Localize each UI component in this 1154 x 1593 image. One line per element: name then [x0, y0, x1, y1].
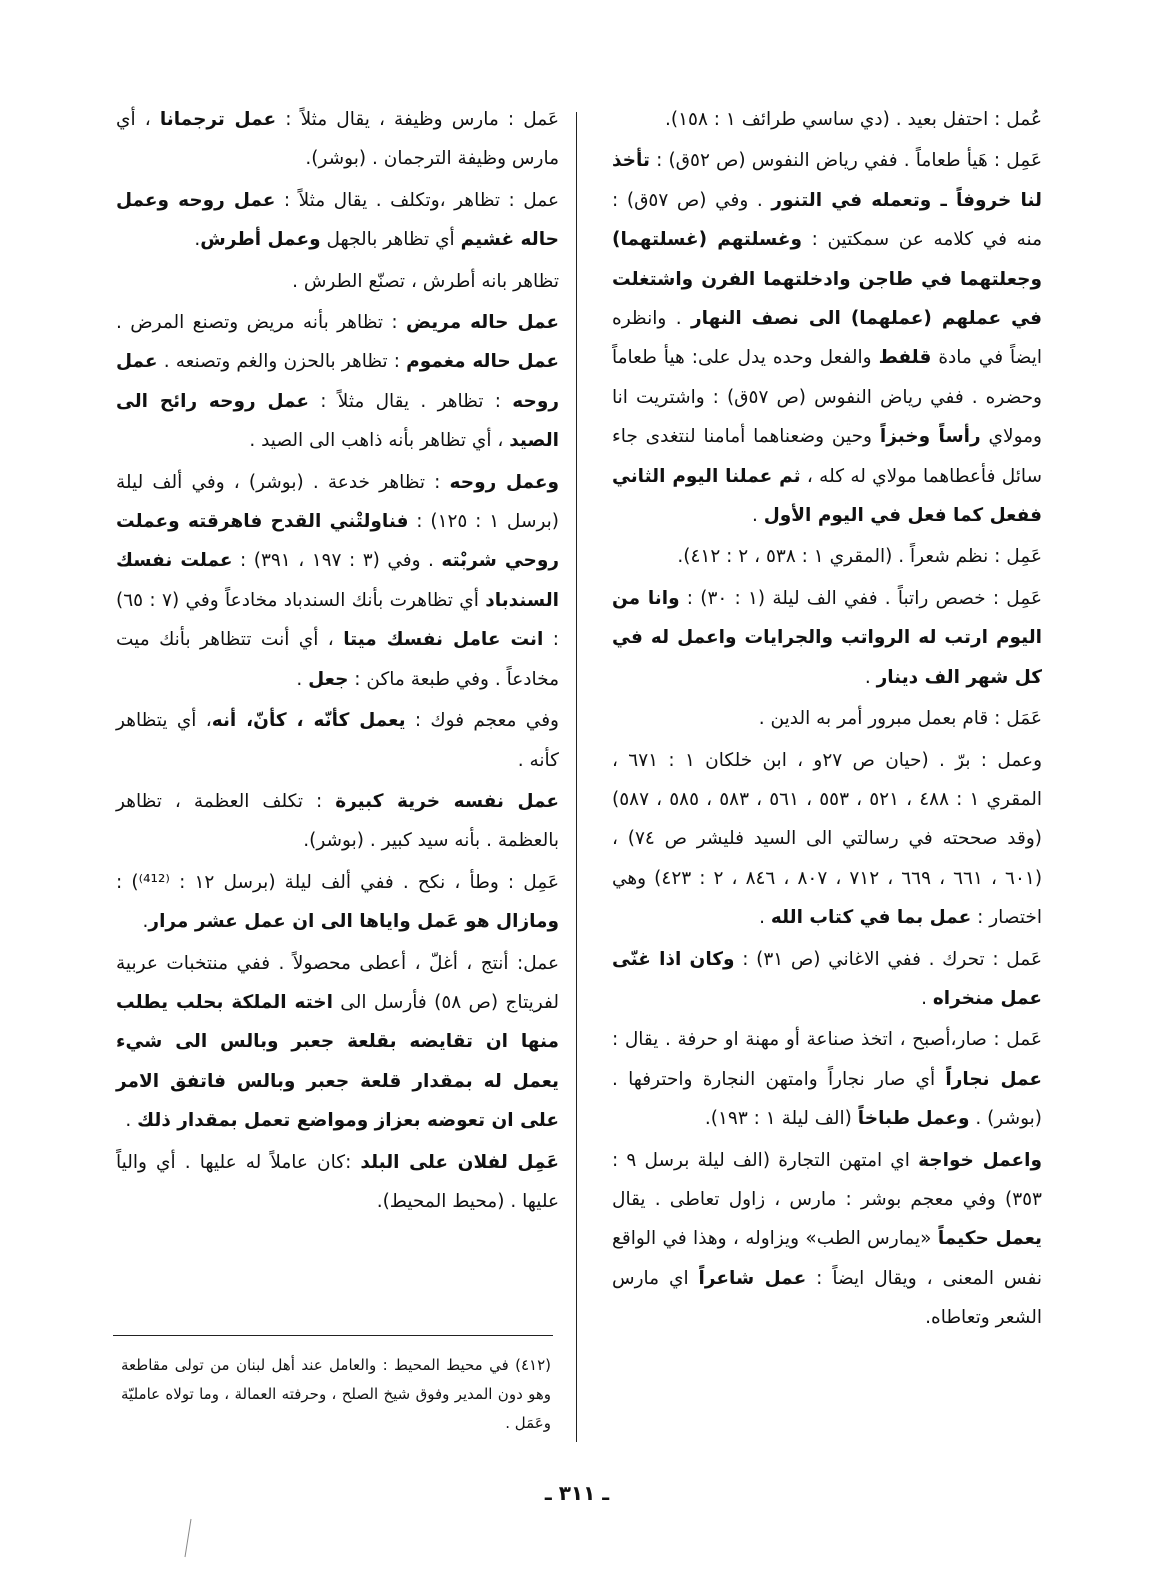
entry-headword: عمل روحه رائح الى الصيد	[116, 390, 559, 452]
entry-headword: عمل نجاراً	[945, 1068, 1042, 1090]
entry-headword: وعمل طباخاً	[857, 1108, 970, 1130]
entry-headword: عمل حاله مريض	[406, 312, 559, 334]
entry-text: اي امتهن التجارة (الف ليلة برسل ٩ : ٣٥٣) وفي معجم بوشر : مارس ، زاول تعاطى . يقال	[612, 1149, 1042, 1210]
entry-text: وفي معجم فوك :	[405, 710, 559, 732]
page-number: ـ ٣١١ ـ	[544, 1481, 610, 1505]
entry-headword: يعمل كأنّه ، كأنّ، أنه	[211, 710, 406, 732]
entry-headword: اخته الملكة بحلب يطلب منها ان تقايضه بقلعة جعبر وبالس الى شيء يعمل له بمقدار قلعة جعبر وبالس فاتفق الامر على ان تعوضه بعزاز ومواضع تعمل بمقدار ذلك	[116, 991, 559, 1132]
entry-text: عَمل : صار،أصبح ، اتخذ صناعة أو مهنة او حرفة . يقال :	[612, 1029, 1042, 1051]
dictionary-entry	[116, 782, 559, 861]
dictionary-entry	[116, 303, 559, 461]
dictionary-entry	[116, 463, 559, 699]
entry-text: «يمارس الطب» ويزاوله ، وهذا في الواقع نفس المعنى ، ويقال ايضاً :	[612, 1228, 1042, 1289]
dictionary-entry	[612, 100, 1042, 139]
dictionary-entry	[612, 1141, 1042, 1338]
entry-text: عمل : تظاهر ،وتكلف . يقال مثلاً :	[275, 189, 559, 211]
entry-text: ، أي تظاهر بأنه ذاهب الى الصيد .	[249, 430, 510, 452]
entry-text: . وفي (ص ٥٧ق) : منه في كلامه عن سمكتين :	[612, 189, 1042, 251]
entry-headword: وعمل روحه	[449, 471, 559, 493]
entry-headword: قلفط	[878, 347, 932, 369]
entry-headword: عمل بما في كتاب الله	[770, 907, 972, 929]
entry-headword: انت عامل نفسك ميتا	[343, 629, 544, 651]
dictionary-entry	[612, 141, 1042, 535]
entry-text: أي صار نجاراً وامتهن النجارة واحترفها . (بوشر) .	[612, 1068, 1042, 1130]
entry-headword: عمل شاعراً	[698, 1267, 807, 1289]
scan-mark	[184, 1518, 192, 1558]
dictionary-entry	[612, 940, 1042, 1019]
entry-text: . وفي (٣ : ١٩٧ ، ٣٩١) :	[232, 550, 442, 572]
entry-headword: عمل ترجمانا	[159, 109, 277, 130]
entry-text: (الف ليلة ١ : ١٩٣).	[704, 1108, 858, 1130]
entry-text: أي تظاهر بالجهل	[320, 229, 461, 251]
footnote: (٤١٢) في محيط المحيط : والعامل عند أهل لبنان من تولى مقاطعة وهو دون المدير وفوق شيخ الصلح ، وحرفته العمالة ، وما تولاه عامليّة وعَمَل .	[121, 1356, 551, 1432]
entry-text: .	[296, 668, 309, 690]
entry-headword: يعمل حكيماً	[937, 1228, 1042, 1250]
entry-text: .	[921, 987, 933, 1009]
entry-text: عَمَل : قام بعمل مبرور أمر به الدين .	[758, 708, 1042, 730]
dictionary-entry	[612, 699, 1042, 738]
entry-text: .	[194, 229, 201, 251]
left-column	[116, 100, 559, 1221]
entry-text: .	[125, 1110, 138, 1132]
entry-text: ، أي أنت تتظاهر بأنك ميت مخادعاً . وفي طبعة ماكن :	[116, 629, 559, 690]
dictionary-entry	[612, 741, 1042, 938]
column-divider	[576, 112, 577, 1442]
entry-text: عَمِل : نظم شعراً . (المقري ١ : ٥٣٨ ، ٢ : ٤١٢).	[677, 546, 1042, 568]
entry-text: اي مارس الشعر وتعاطاه.	[612, 1267, 1042, 1329]
dictionary-entry	[116, 181, 559, 260]
entry-headword: عَمِل لفلان على البلد	[360, 1151, 559, 1173]
entry-text: :كان عاملاً له عليها . أي والياً عليها . (محيط المحيط).	[116, 1151, 559, 1212]
entry-text: عَمِل : وطأ ، نكح . ففي ألف ليلة (برسل ١٢ : ⁽⁴¹²⁾) :	[116, 871, 560, 893]
entry-headword: وعمل أطرش	[200, 229, 321, 251]
dictionary-entry	[612, 579, 1042, 697]
entry-text: .	[759, 907, 771, 929]
entry-headword: وكان اذا غنّى عمل منخراه	[612, 948, 1042, 1009]
dictionary-entry	[612, 1020, 1042, 1138]
entry-text: . وانظره ايضاً في مادة	[612, 308, 1042, 369]
entry-text: .	[751, 505, 764, 527]
dictionary-entry	[116, 100, 559, 179]
entry-text: : تكلف العظمة ، تظاهر بالعظمة . بأنه سيد كبير . (بوشر).	[116, 790, 559, 852]
entry-headword: عمل روحه وعمل حاله غشيم	[116, 189, 559, 251]
dictionary-entry	[116, 701, 559, 780]
entry-headword: فناولتْني القدح فاهرقته وعملت روحي شربْته	[116, 511, 560, 572]
entry-text: عمل: أنتج ، أغلّ ، أعطى محصولاً . ففي منتخبات عربية لفريتاج (ص ٥٨) فأرسل الى	[116, 952, 560, 1013]
entry-text: .	[142, 911, 149, 933]
entry-headword: رأساً وخبزاً	[879, 426, 981, 448]
dictionary-entry	[116, 1143, 559, 1222]
entry-headword: واعمل خواجة	[918, 1149, 1042, 1171]
entry-text: : تظاهر بأنه مريض وتصنع المرض .	[116, 312, 406, 334]
entry-text: : تظاهر . يقال مثلاً :	[309, 390, 513, 412]
entry-text: .	[864, 666, 877, 688]
right-column	[612, 100, 1042, 1338]
entry-headword: عمل روحه	[116, 351, 559, 412]
entry-text: ، أي مارس وظيفة الترجمان . (بوشر).	[116, 109, 559, 170]
entry-text: عَمل : تحرك . ففي الاغاني (ص ٣١) :	[734, 948, 1042, 970]
dictionary-entry	[612, 537, 1042, 576]
entry-headword: ومازال هو عَمل واياها الى ان عمل عشر مرار	[148, 911, 559, 933]
entry-text: وحين وضعناهما أمامنا لنتغدى جاء سائل فأعطاهما مولاي له كله ،	[612, 426, 1043, 487]
entry-headword: عملت نفسك السندباد	[116, 550, 559, 611]
entry-headword: ثم عملنا اليوم الثاني ففعل كما فعل في اليوم الأول	[612, 465, 1042, 527]
entry-text: عُمل : احتفل بعيد . (دي ساسي طرائف ١ : ١٥٨).	[664, 109, 1042, 130]
entry-headword: جعل	[308, 668, 349, 690]
entry-text: عَمل : مارس وظيفة ، يقال مثلاً :	[276, 109, 559, 130]
entry-text: ، أي يتظاهر كأنه .	[116, 710, 559, 771]
dictionary-entry	[116, 262, 559, 301]
footnote-rule	[113, 1335, 553, 1336]
entry-text: والفعل وحده يدل على: هيأ طعاماً وحضره . ففي رياض النفوس (ص ٥٧ق) : واشتريت انا ومولاي	[612, 347, 1042, 448]
entry-headword: عمل نفسه خرية كبيرة	[335, 790, 559, 812]
entry-text: تظاهر بانه أطرش ، تصنّع الطرش .	[292, 270, 559, 292]
entry-text: : تظاهر خدعة . (بوشر) ، وفي ألف ليلة (برسل ١ : ١٢٥) :	[116, 471, 560, 533]
entry-headword: عمل حاله مغموم	[406, 351, 560, 373]
dictionary-entry	[116, 944, 559, 1141]
entry-text: : تظاهر بالحزن والغم وتصنعه .	[157, 351, 407, 373]
entry-headword: وانا من اليوم ارتب له الرواتب والجرايات واعمل له في كل شهر الف دينار	[612, 587, 1042, 688]
entry-headword: وغسلتهم (غسلتهما) وجعلتهما في طاجن وادخلتهما الفرن واشتغلت في عملهم (عملهما) الى نصف النهار	[612, 229, 1042, 330]
entry-text: وعمل : برّ . (حيان ص ٢٧و ، ابن خلكان ١ : ٦٧١ ، المقري ١ : ٤٨٨ ، ٥٢١ ، ٥٥٣ ، ٥٦١ ، ٥٨٣ ، ٥٨٥ ، ٥٨٧) (وقد صححته في رسالتي الى السيد فليشر ص ٧٤) ، (٦٠١ ، ٦٦١ ، ٦٦٩ ، ٧١٢ ، ٨٠٧ ، ٨٤٦ ، ٢ : ٤٢٣) وهي اختصار :	[612, 749, 1043, 929]
dictionary-entry	[116, 863, 559, 942]
entry-text: عَمِل : خصص راتباً . ففي الف ليلة (١ : ٣٠) :	[679, 587, 1042, 609]
entry-text: عَمِل : هَيأ طعاماً . ففي رياض النفوس (ص ٥٢ق) :	[649, 150, 1042, 172]
entry-headword: تأخذ لنا خروفاً ـ وتعمله في التنور	[612, 150, 1042, 211]
entry-text: أي تظاهرت بأنك السندباد مخادعاً وفي (٧ : ٦٥) :	[116, 589, 560, 651]
